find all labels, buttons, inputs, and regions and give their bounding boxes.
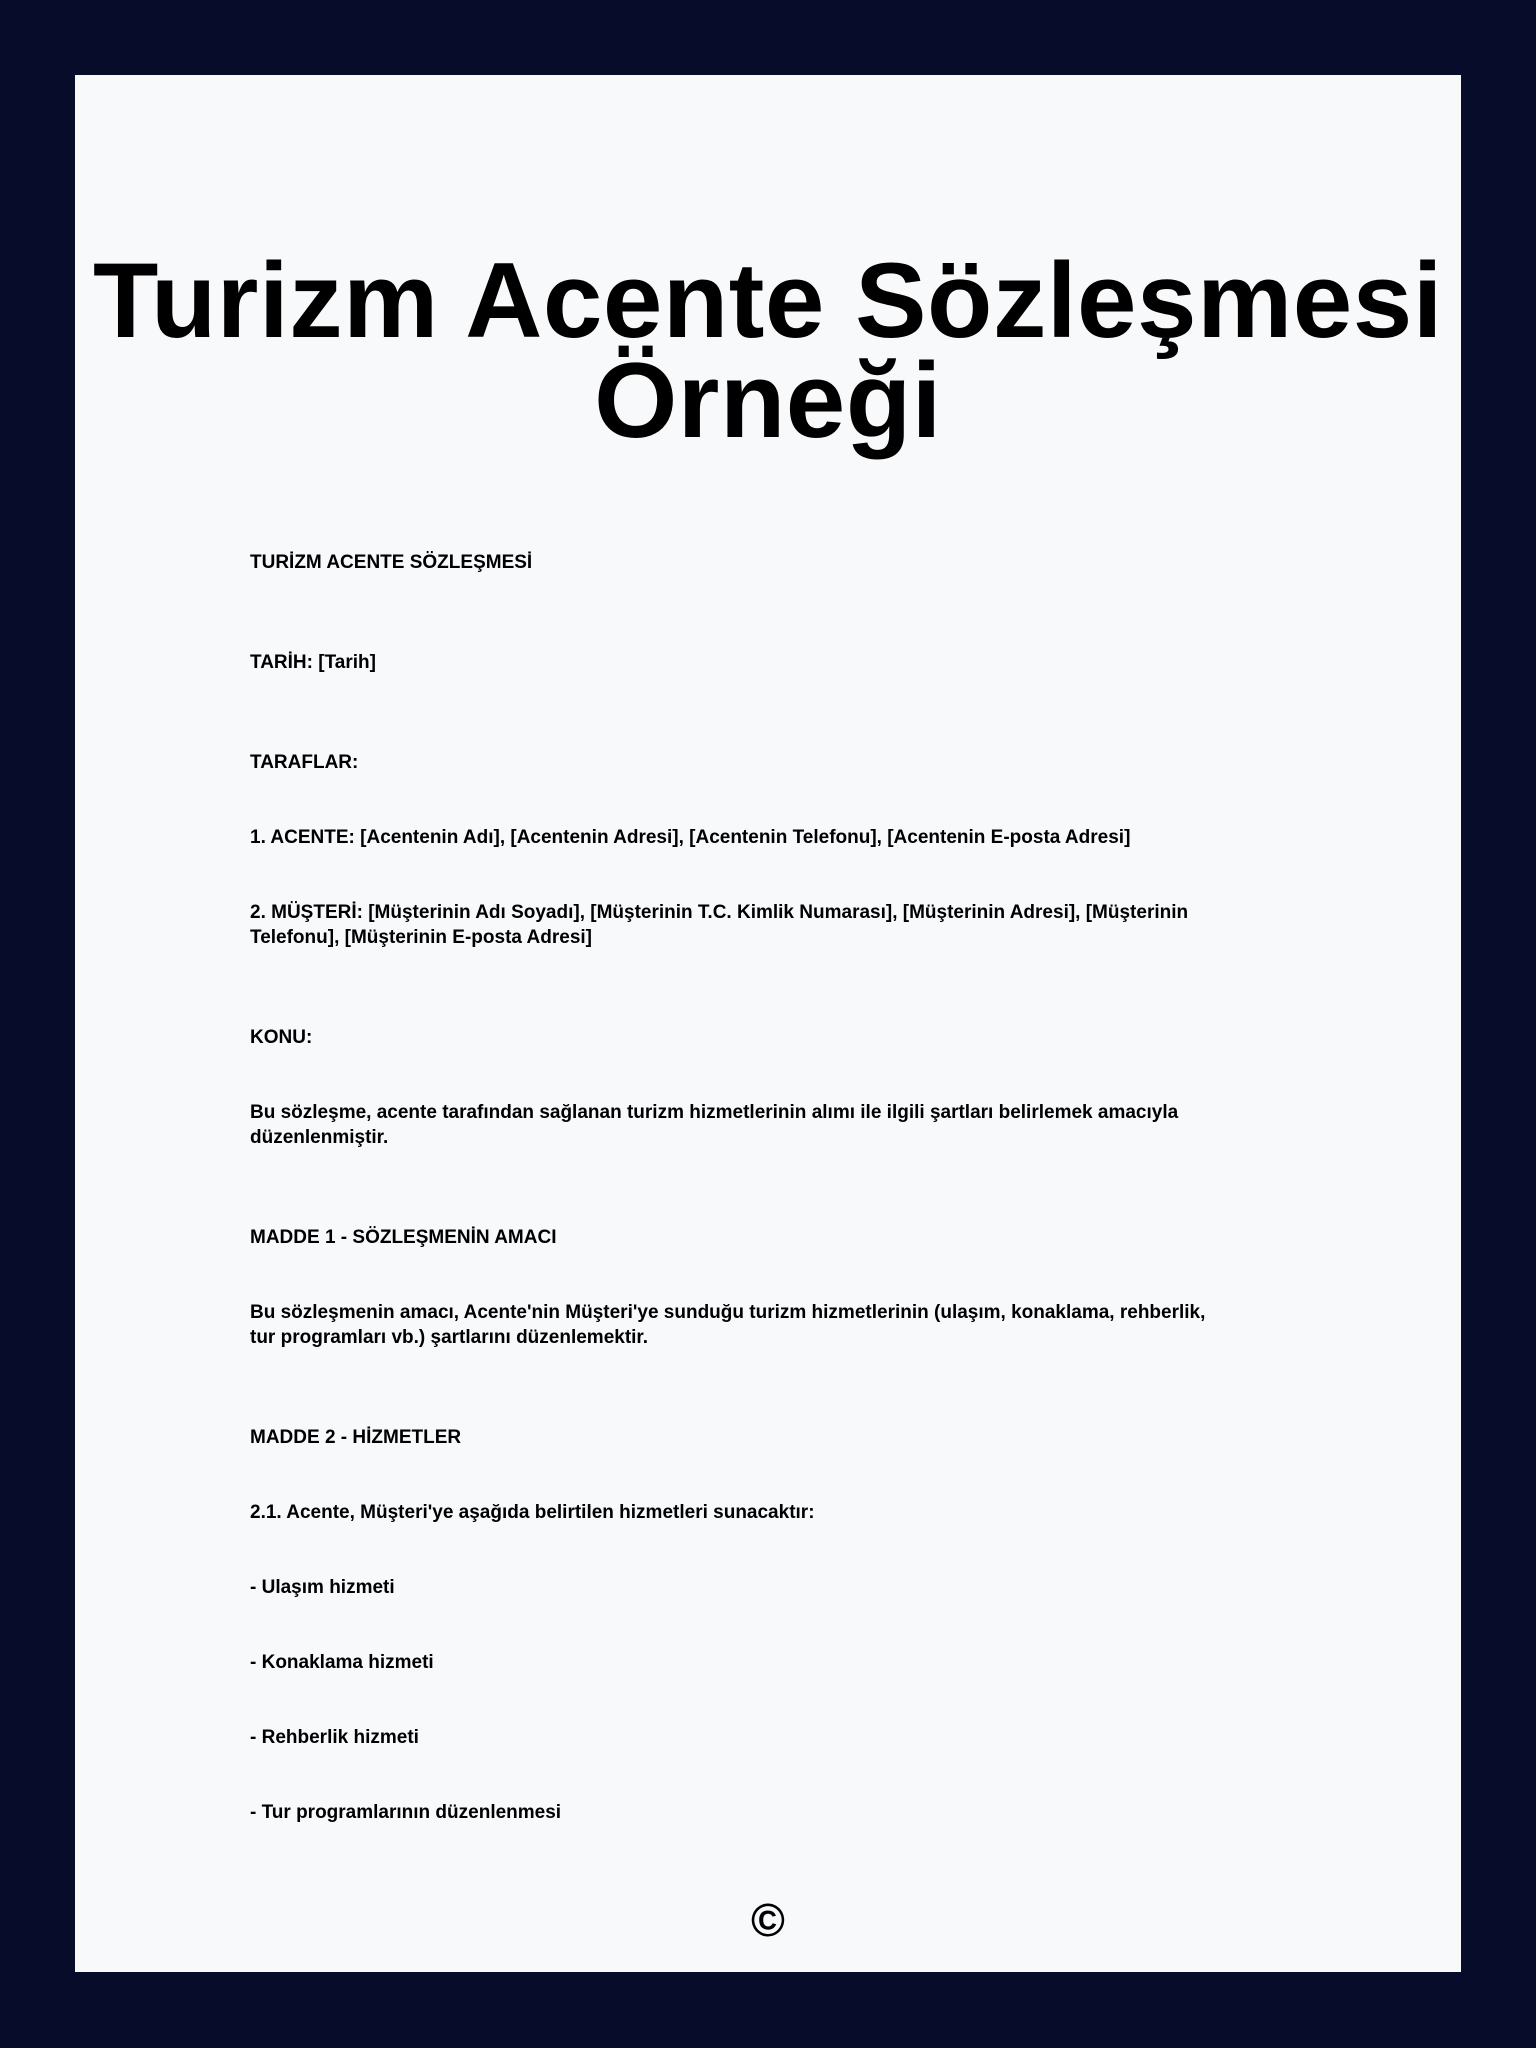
article-1-heading: MADDE 1 - SÖZLEŞMENİN AMACI (250, 1227, 557, 1248)
service-item: - Konaklama hizmeti (250, 1652, 434, 1673)
document-title (75, 240, 1461, 460)
service-item: - Rehberlik hizmeti (250, 1727, 419, 1748)
article-1-line-1: Bu sözleşmenin amacı, Acente'nin Müşteri'ye sunduğu turizm hizmetlerinin (ulaşım, konaklama, rehberlik, (250, 1302, 1206, 1323)
article-1-line-2: tur programları vb.) şartlarını düzenlemektir. (250, 1327, 649, 1348)
article-2-heading: MADDE 2 - HİZMETLER (250, 1427, 462, 1448)
party-customer-line-2: Telefonu], [Müşterinin E-posta Adresi] (250, 927, 593, 948)
subject-heading: KONU: (250, 1027, 313, 1048)
copyright-icon: © (751, 1894, 785, 1946)
party-customer-line-1: 2. MÜŞTERİ: [Müşterinin Adı Soyadı], [Müşterinin T.C. Kimlik Numarası], [Müşterinin Adresi], [Müşterinin (250, 902, 1189, 923)
article-2-intro: 2.1. Acente, Müşteri'ye aşağıda belirtilen hizmetleri sunacaktır: (250, 1502, 815, 1523)
date-line: TARİH: [Tarih] (250, 652, 376, 673)
document-page (75, 75, 1461, 1972)
title-line-2: Örneği (594, 340, 942, 460)
service-item: - Tur programlarının düzenlenmesi (250, 1802, 562, 1823)
title-line-1: Turizm Acente Sözleşmesi (93, 240, 1443, 360)
party-agency: 1. ACENTE: [Acentenin Adı], [Acentenin Adresi], [Acentenin Telefonu], [Acentenin E-posta Adresi] (250, 827, 1131, 848)
service-item: - Ulaşım hizmeti (250, 1577, 395, 1598)
contract-heading: TURİZM ACENTE SÖZLEŞMESİ (250, 552, 533, 573)
subject-line-2: düzenlenmiştir. (250, 1127, 389, 1148)
subject-line-1: Bu sözleşme, acente tarafından sağlanan turizm hizmetlerinin alımı ile ilgili şartları belirlemek amacıyla (250, 1102, 1179, 1123)
parties-heading: TARAFLAR: (250, 752, 359, 773)
